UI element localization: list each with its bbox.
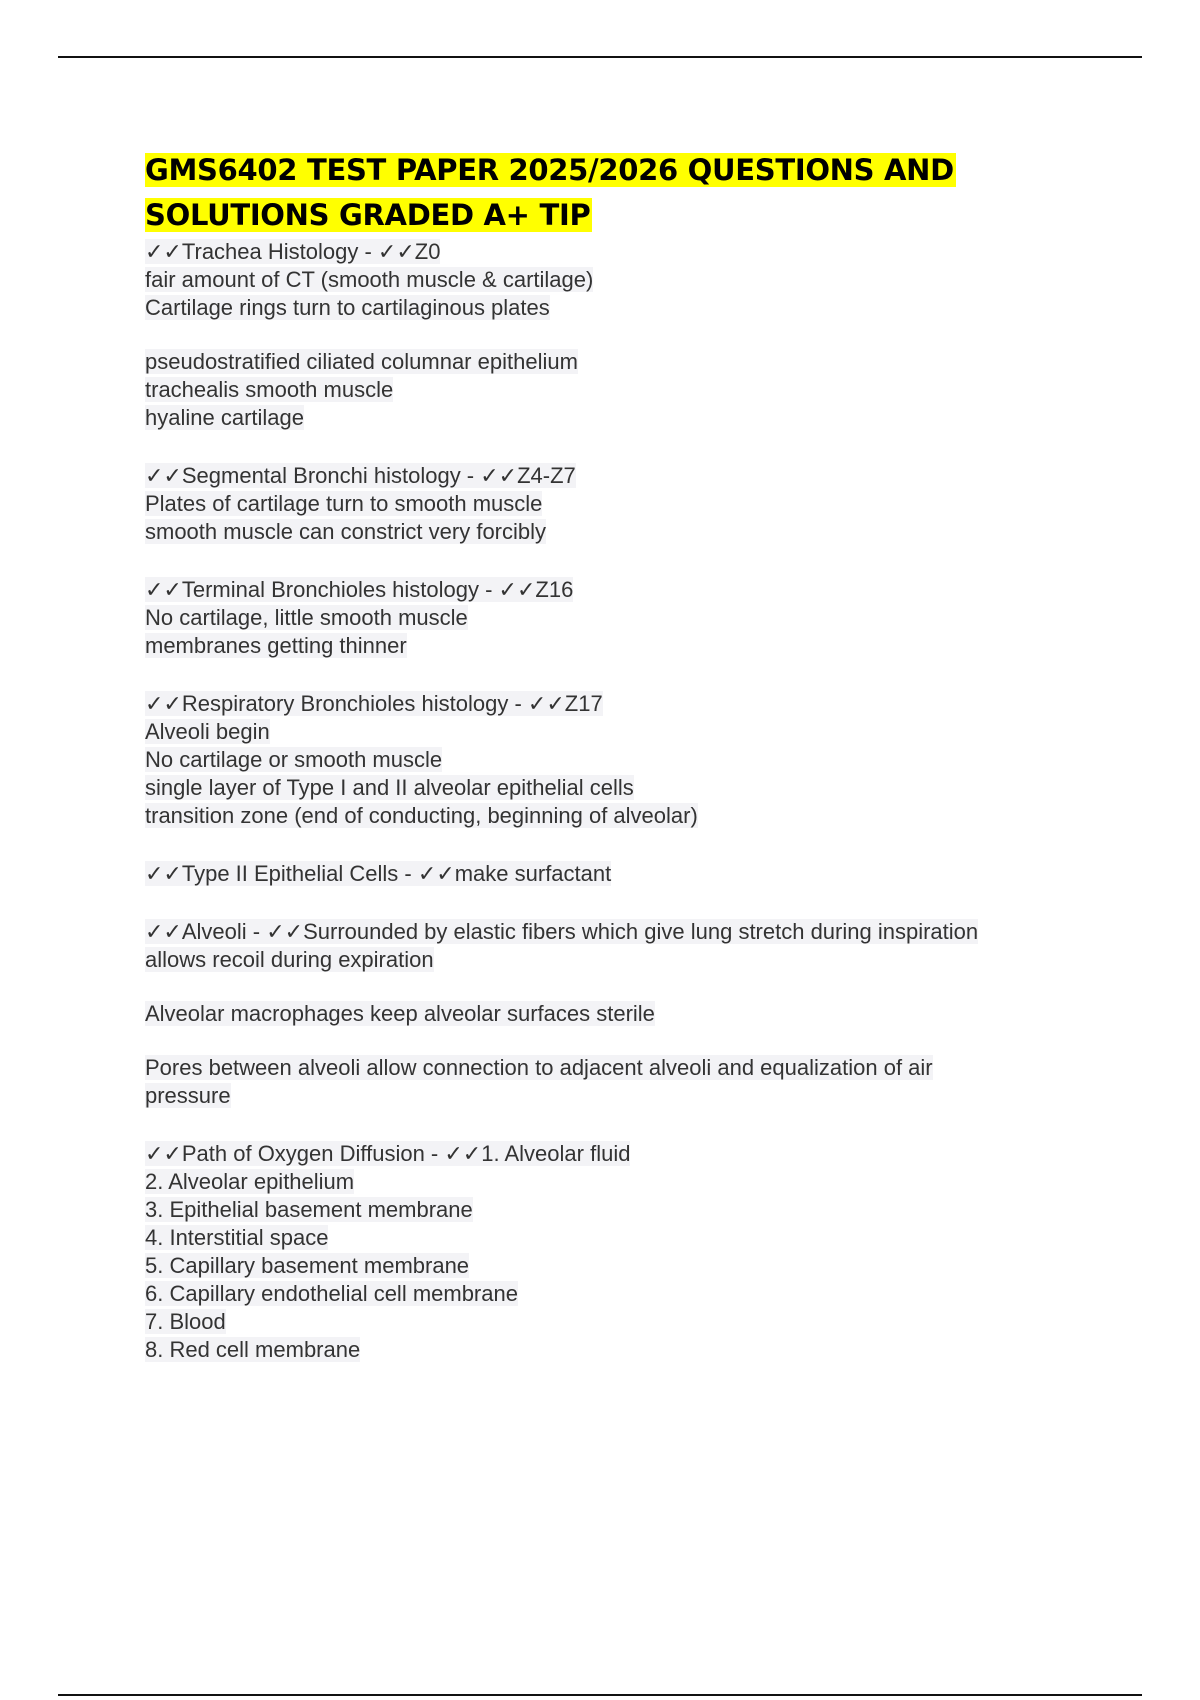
document-body xyxy=(145,148,1075,1364)
qa-line: single layer of Type I and II alveolar epithelial cells xyxy=(145,775,634,800)
qa-line: smooth muscle can constrict very forcibly xyxy=(145,519,547,544)
list-item: 8. Red cell membrane xyxy=(145,1337,361,1362)
qa-line: hyaline cartilage xyxy=(145,405,304,430)
qa-block-segmental-bronchi xyxy=(145,462,1075,546)
qa-line: trachealis smooth muscle xyxy=(145,377,394,402)
top-rule xyxy=(58,56,1142,58)
qa-block-oxygen-diffusion xyxy=(145,1140,1075,1364)
list-item: 6. Capillary endothelial cell membrane xyxy=(145,1281,518,1306)
qa-question-respiratory-bronchioles: ✓✓Respiratory Bronchioles histology - ✓✓Z17 xyxy=(145,691,603,716)
qa-line: transition zone (end of conducting, beginning of alveolar) xyxy=(145,803,698,828)
qa-line: Alveolar macrophages keep alveolar surfaces sterile xyxy=(145,1001,655,1026)
title-line-2: SOLUTIONS GRADED A+ TIP xyxy=(145,198,591,232)
qa-line: membranes getting thinner xyxy=(145,633,407,658)
qa-question-trachea: ✓✓Trachea Histology - ✓✓Z0 xyxy=(145,239,441,264)
qa-line: pressure xyxy=(145,1083,231,1108)
qa-question-segmental-bronchi: ✓✓Segmental Bronchi histology - ✓✓Z4-Z7 xyxy=(145,463,576,488)
qa-line: Cartilage rings turn to cartilaginous plates xyxy=(145,295,550,320)
list-item: 5. Capillary basement membrane xyxy=(145,1253,470,1278)
bottom-rule xyxy=(58,1694,1142,1696)
document-title xyxy=(145,148,1075,238)
list-item: 2. Alveolar epithelium xyxy=(145,1169,355,1194)
qa-question-oxygen-diffusion: ✓✓Path of Oxygen Diffusion - ✓✓1. Alveolar fluid xyxy=(145,1141,631,1166)
qa-line: Pores between alveoli allow connection to adjacent alveoli and equalization of air xyxy=(145,1055,933,1080)
qa-question-terminal-bronchioles: ✓✓Terminal Bronchioles histology - ✓✓Z16 xyxy=(145,577,574,602)
qa-question-type-ii-cells: ✓✓Type II Epithelial Cells - ✓✓make surfactant xyxy=(145,861,612,886)
qa-block-type-ii-cells xyxy=(145,860,1075,888)
qa-block-trachea xyxy=(145,238,1075,322)
qa-block-alveolar-macrophages xyxy=(145,1000,1075,1028)
qa-line: No cartilage, little smooth muscle xyxy=(145,605,468,630)
qa-line: pseudostratified ciliated columnar epithelium xyxy=(145,349,578,374)
qa-line: No cartilage or smooth muscle xyxy=(145,747,443,772)
list-item: 4. Interstitial space xyxy=(145,1225,329,1250)
qa-line: Alveoli begin xyxy=(145,719,270,744)
list-item: 3. Epithelial basement membrane xyxy=(145,1197,473,1222)
list-item: 7. Blood xyxy=(145,1309,226,1334)
qa-block-alveolar-pores xyxy=(145,1054,1075,1110)
qa-block-trachea-layers xyxy=(145,348,1075,432)
qa-block-respiratory-bronchioles xyxy=(145,690,1075,830)
qa-line: allows recoil during expiration xyxy=(145,947,434,972)
qa-line: Plates of cartilage turn to smooth muscle xyxy=(145,491,543,516)
qa-line: fair amount of CT (smooth muscle & cartilage) xyxy=(145,267,594,292)
title-line-1: GMS6402 TEST PAPER 2025/2026 QUESTIONS AND xyxy=(145,153,954,187)
qa-block-alveoli xyxy=(145,918,1075,974)
qa-question-alveoli: ✓✓Alveoli - ✓✓Surrounded by elastic fibers which give lung stretch during inspiration xyxy=(145,919,979,944)
qa-block-terminal-bronchioles xyxy=(145,576,1075,660)
